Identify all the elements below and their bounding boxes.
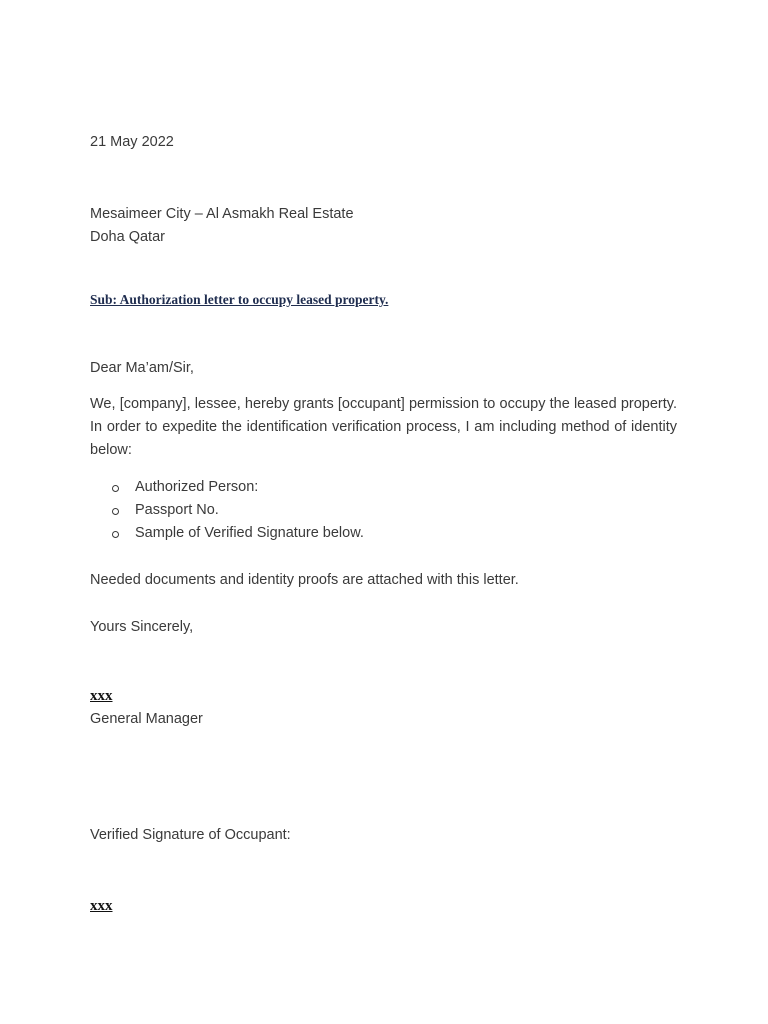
verified-signature-label: Verified Signature of Occupant:	[90, 827, 291, 843]
signatory-block	[90, 685, 677, 731]
list-item-text: Passport No.	[135, 502, 219, 518]
hollow-bullet-icon	[112, 531, 119, 538]
documents-note: Needed documents and identity proofs are attached with this letter.	[90, 572, 519, 588]
salutation: Dear Ma’am/Sir,	[90, 360, 194, 376]
list-item	[90, 522, 677, 545]
hollow-bullet-icon	[112, 508, 119, 515]
list-item-text: Sample of Verified Signature below.	[135, 525, 364, 541]
signatory-name: xxx	[90, 688, 113, 704]
closing: Yours Sincerely,	[90, 619, 194, 635]
hollow-bullet-icon	[112, 485, 119, 492]
address-line-2: Doha Qatar	[90, 229, 165, 245]
body-paragraph: We, [company], lessee, hereby grants [occupant] permission to occupy the leased property. In order to expedite the identification verification process, I am including method of identity below:	[90, 396, 677, 458]
occupant-signature: xxx	[90, 898, 113, 914]
letter-subject: Sub: Authorization letter to occupy leased property.	[90, 292, 389, 307]
recipient-address	[90, 203, 677, 249]
address-line-1: Mesaimeer City – Al Asmakh Real Estate	[90, 206, 354, 222]
list-item	[90, 499, 677, 522]
letter-date: 21 May 2022	[90, 134, 174, 150]
list-item	[90, 476, 677, 499]
list-item-text: Authorized Person:	[135, 479, 259, 495]
signatory-title: General Manager	[90, 711, 203, 727]
identity-list	[90, 476, 677, 545]
